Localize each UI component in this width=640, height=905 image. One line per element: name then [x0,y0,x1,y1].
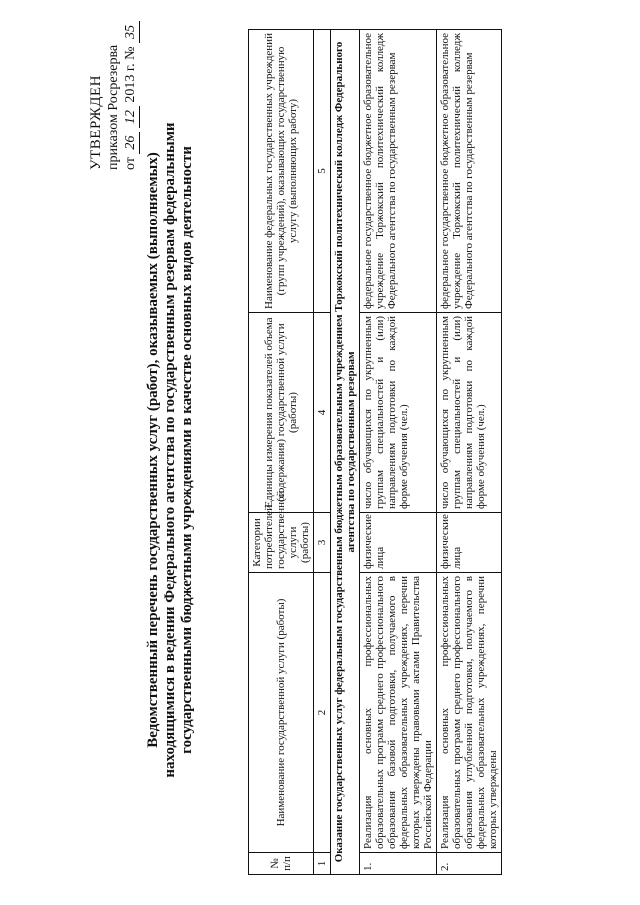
approval-stamp [88,10,140,170]
column-number: 5 [314,30,331,313]
column-number: 1 [314,853,331,875]
section-heading: Оказание государственных услуг федеральным государственным бюджетным образовательным учреждением Торжокский политехнический колледж Федерального агентства по государственным резервам [331,30,360,875]
header-consumers: Категории потребителей государственной услуги (работы) [249,513,314,573]
services-table [248,29,502,875]
consumer-category: физические лица [437,513,502,573]
header-institution: Наименование федеральных государственных учреждений (групп учреждений), оказывающих государственную услугу (выполняющих работу) [249,30,314,313]
title-line-1: Ведомственный перечень государственных услуг (работ), оказываемых (выполняемых) [145,152,161,748]
approval-number: 35 [122,21,140,43]
institution-name: федеральное государственное бюджетное образовательное учреждение Торжокский политехнический колледж Федерального агентства по государственным резервам [437,30,502,313]
approval-month: 12 [122,106,140,128]
institution-name: федеральное государственное бюджетное образовательное учреждение Торжокский политехнический колледж Федерального агентства по государственным резервам [360,30,437,313]
header-num: № п/п [249,853,314,875]
service-name: Реализация основных профессиональных образовательных программ среднего профессионального образования углубленной подготовки, получаемого в федеральных образовательных учреждениях, перечни которых утверждены [437,573,502,853]
column-number-row [314,30,331,875]
consumer-category: физические лица [360,513,437,573]
approval-heading: УТВЕРЖДЕН [88,75,104,170]
title-line-3: государственными бюджетными учреждениями в качестве основных видов деятельности [179,146,195,754]
row-number: 2. [437,853,502,875]
service-name: Реализация основных профессиональных образовательных программ среднего профессионального образования базовой подготовки, получаемого в федеральных образовательных учреждениях, перечни которых утверждены правовыми актами Правительства Российской Федерации [360,573,437,853]
approval-number-label: № [123,46,138,60]
table-header-row [249,30,314,875]
table-row [360,30,437,875]
measure-units: число обучающихся по укрупненным группам специальностей и (или) направлениям подготовки по каждой форме обучения (чел.) [360,313,437,513]
row-number: 1. [360,853,437,875]
approval-order: приказом Росрезерва [106,44,121,170]
approval-year: 2013 г. [123,63,138,103]
approval-day: 26 [122,132,140,154]
document-title [145,50,196,850]
section-heading-row [331,30,360,875]
table-row [437,30,502,875]
column-number: 3 [314,513,331,573]
title-line-2: находящимися в ведении Федерального агентства по государственным резервам федеральными [162,122,178,778]
column-number: 4 [314,313,331,513]
approval-date-prefix: от [123,157,138,170]
header-units: Единицы измерения показателей объема (содержания) государственной услуги (работы) [249,313,314,513]
measure-units: число обучающихся по укрупненным группам специальностей и (или) направлениям подготовки по каждой форме обучения (чел.) [437,313,502,513]
approval-date-line [122,10,140,170]
header-service: Наименование государственной услуги (работы) [249,573,314,853]
column-number: 2 [314,573,331,853]
